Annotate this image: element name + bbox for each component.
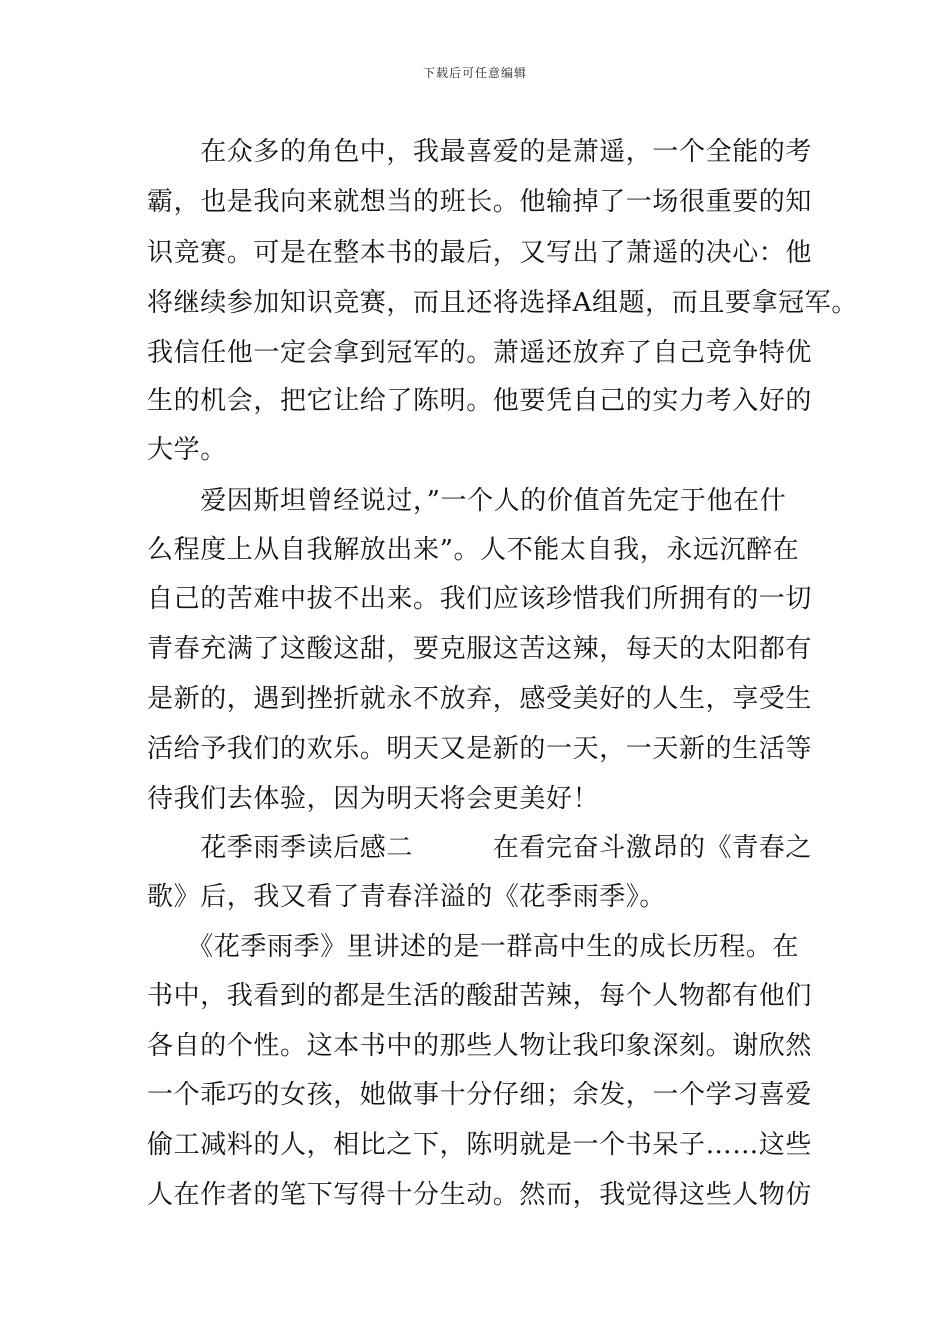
text-line: 人在作者的笔下写得十分生动。然而，我觉得这些人物仿 bbox=[147, 1180, 813, 1210]
text-line: 书中，我看到的都是生活的酸甜苦辣，每个人物都有他们 bbox=[147, 981, 813, 1011]
text-line: 么程度上从自我解放出来”。人不能太自我，永远沉醉在 bbox=[147, 535, 800, 565]
text-line: 青春充满了这酸这甜，要克服这苦这辣，每天的太阳都有 bbox=[147, 634, 813, 664]
text-line: 活给予我们的欢乐。明天又是新的一天，一天新的生活等 bbox=[147, 734, 813, 764]
text-line: 自己的苦难中拔不出来。我们应该珍惜我们所拥有的一切 bbox=[147, 584, 813, 614]
text-line: 花季雨季读后感二 在看完奋斗激昂的《青春之 bbox=[147, 833, 813, 863]
text-line: 偷工减料的人，相比之下，陈明就是一个书呆子……这些 bbox=[147, 1130, 813, 1160]
text-line: 是新的，遇到挫折就永不放弃，感受美好的人生，享受生 bbox=[147, 684, 813, 714]
text-line: 大学。 bbox=[147, 435, 227, 465]
text-line: 将继续参加知识竞赛，而且还将选择A组题，而且要拿冠军。 bbox=[147, 288, 858, 318]
text-line: 识竞赛。可是在整本书的最后，又写出了萧遥的决心：他 bbox=[147, 238, 813, 268]
text-line: 待我们去体验，因为明天将会更美好！ bbox=[147, 784, 600, 814]
text-line: 歌》后，我又看了青春洋溢的《花季雨季》。 bbox=[147, 882, 667, 912]
text-line: 各自的个性。这本书中的那些人物让我印象深刻。谢欣然 bbox=[147, 1031, 813, 1061]
text-line: 生的机会，把它让给了陈明。他要凭自己的实力考入好的 bbox=[147, 386, 813, 416]
text-line: 一个乖巧的女孩，她做事十分仔细；余发，一个学习喜爱 bbox=[147, 1080, 813, 1110]
text-line: 《花季雨季》里讲述的是一群高中生的成长历程。在 bbox=[147, 932, 800, 962]
text-line: 我信任他一定会拿到冠军的。萧遥还放弃了自己竞争特优 bbox=[147, 338, 813, 368]
text-line: 霸，也是我向来就想当的班长。他输掉了一场很重要的知 bbox=[147, 187, 813, 217]
text-line: 爱因斯坦曾经说过，”一个人的价值首先定于他在什 bbox=[147, 486, 787, 516]
text-line: 在众多的角色中，我最喜爱的是萧遥，一个全能的考 bbox=[147, 137, 813, 167]
header-note: 下载后可任意编辑 bbox=[422, 66, 527, 80]
